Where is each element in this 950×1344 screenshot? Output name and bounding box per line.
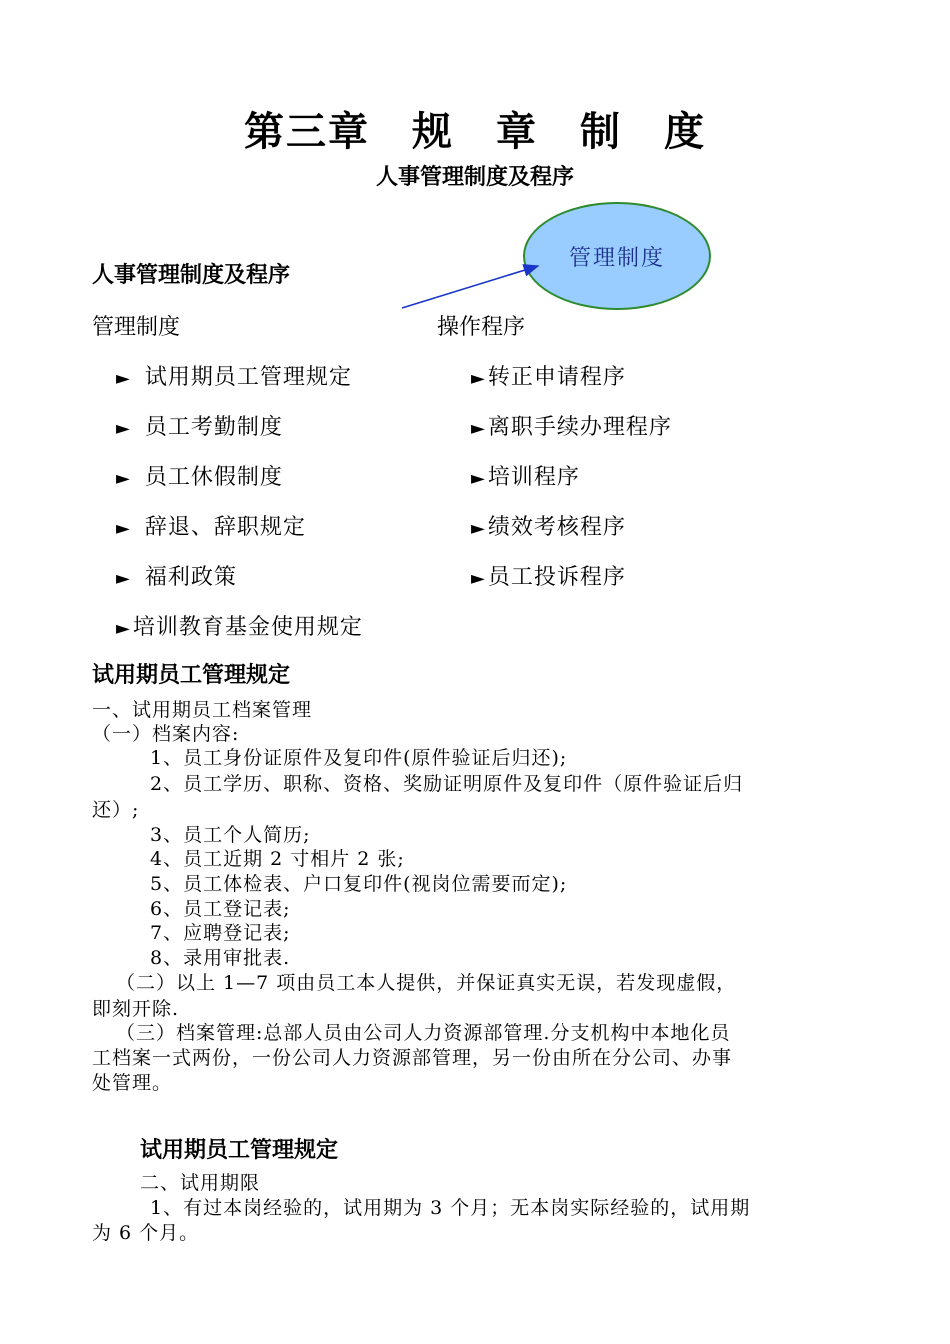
column-header-rules: 管理制度 xyxy=(92,315,181,340)
paragraph-line: 为 6 个月。 xyxy=(92,1222,200,1244)
paragraph-line: 处管理。 xyxy=(92,1072,173,1094)
rule-item: ► 员工休假制度 xyxy=(116,465,283,490)
bullet-arrow-icon: ► xyxy=(116,368,131,389)
page-subtitle: 人事管理制度及程序 xyxy=(375,165,574,190)
chapter-title: 第三章 规 章 制 度 xyxy=(244,109,706,155)
rule-item: ► 试用期员工管理规定 xyxy=(116,365,352,390)
bullet-arrow-icon: ► xyxy=(471,418,486,439)
part-heading: 一、试用期员工档案管理 xyxy=(92,699,313,721)
bullet-arrow-icon: ► xyxy=(116,618,131,639)
procedure-item: ►员工投诉程序 xyxy=(471,565,626,590)
procedure-item: ►培训程序 xyxy=(471,465,580,490)
list-item: 5、员工体检表、户口复印件(视岗位需要而定); xyxy=(150,873,568,895)
bullet-arrow-icon: ► xyxy=(116,418,131,439)
procedure-item: ►绩效考核程序 xyxy=(471,515,626,540)
callout-label: 管理制度 xyxy=(568,245,665,271)
paragraph-line: 即刻开除. xyxy=(92,998,180,1020)
bullet-arrow-icon: ► xyxy=(116,468,131,489)
list-item: 3、员工个人简历; xyxy=(150,824,311,846)
bullet-arrow-icon: ► xyxy=(116,568,131,589)
subheading: （一）档案内容: xyxy=(92,723,240,745)
procedure-item: ►转正申请程序 xyxy=(471,365,626,390)
list-item: 8、录用审批表. xyxy=(150,947,291,969)
column-header-procedures: 操作程序 xyxy=(437,315,526,340)
bullet-arrow-icon: ► xyxy=(471,368,486,389)
section-heading-probation-2: 试用期员工管理规定 xyxy=(140,1138,339,1163)
rule-item: ► 员工考勤制度 xyxy=(116,415,283,440)
paragraph-line: 工档案一式两份，一份公司人力资源部管理，另一份由所在分公司、办事 xyxy=(92,1047,733,1069)
section-heading-hr-system: 人事管理制度及程序 xyxy=(92,263,291,288)
bullet-arrow-icon: ► xyxy=(471,518,486,539)
bullet-arrow-icon: ► xyxy=(471,568,486,589)
paragraph-line: （二）以上 1—7 项由员工本人提供，并保证真实无误，若发现虚假， xyxy=(116,972,737,994)
rule-item: ► 辞退、辞职规定 xyxy=(116,515,306,540)
list-item: 还）; xyxy=(92,799,140,821)
bullet-arrow-icon: ► xyxy=(116,518,131,539)
rule-item: ►培训教育基金使用规定 xyxy=(116,615,363,640)
part-heading: 二、试用期限 xyxy=(140,1172,261,1194)
procedure-item: ►离职手续办理程序 xyxy=(471,415,672,440)
paragraph-line: 1、有过本岗经验的，试用期为 3 个月；无本岗实际经验的，试用期 xyxy=(150,1197,751,1219)
rule-item: ► 福利政策 xyxy=(116,565,237,590)
list-item: 4、员工近期 2 寸相片 2 张; xyxy=(150,848,405,870)
list-item: 6、员工登记表; xyxy=(150,898,291,920)
bullet-arrow-icon: ► xyxy=(471,468,486,489)
paragraph-line: （三）档案管理:总部人员由公司人力资源部管理.分支机构中本地化员 xyxy=(116,1022,731,1044)
section-heading-probation: 试用期员工管理规定 xyxy=(92,663,291,688)
list-item: 2、员工学历、职称、资格、奖励证明原件及复印件（原件验证后归 xyxy=(150,773,744,795)
list-item: 1、员工身份证原件及复印件(原件验证后归还); xyxy=(150,747,568,769)
list-item: 7、应聘登记表; xyxy=(150,922,291,944)
